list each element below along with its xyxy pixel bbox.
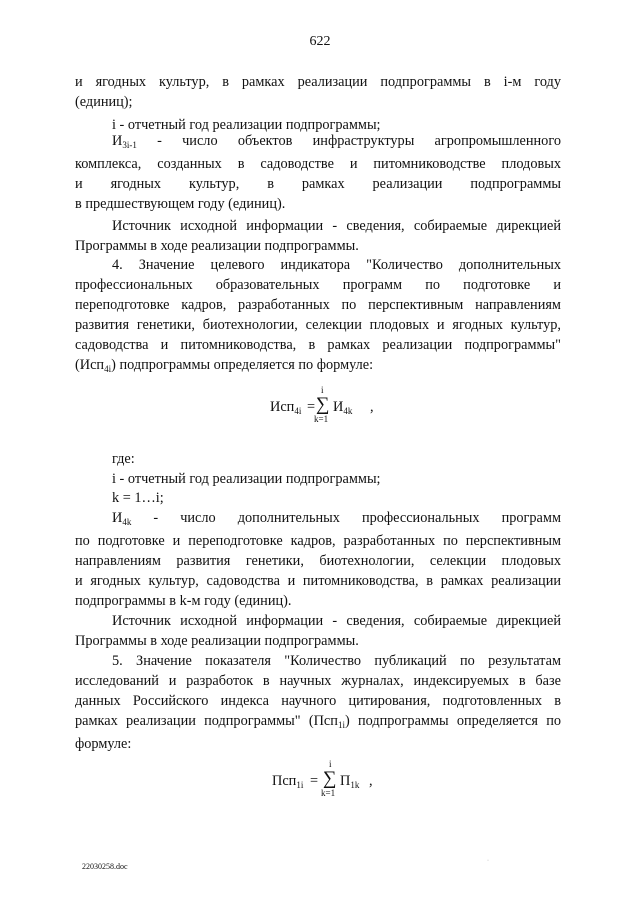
text-line: (единиц); [75,94,133,110]
text-line: садоводства и питомниководства, в рамках реализации подпрограммы" [75,337,561,353]
formula-1-term: $И_{4k}$ [333,399,353,416]
text-line: 4. Значение целевого индикатора "Количество дополнительных [112,257,561,273]
formula-1-sigma: ∑ [316,394,330,415]
text-line: Источник исходной информации - сведения, собираемые дирекцией [112,218,561,234]
text-line: подпрограммы в k-м году (единиц). [75,593,292,609]
formula-2-comma: , [369,773,373,789]
formula-1-lower-limit: k=1 [314,414,329,424]
text-line: где: [112,451,135,467]
footer-filename: 22030258.doc [82,862,128,871]
text-line: i - отчетный год реализации подпрограммы; [112,471,381,487]
text-line: профессиональных образовательных программ по подготовке и [75,277,561,293]
text-line: комплекса, созданных в садоводстве и питомниководстве плодовых [75,156,561,172]
text-line: Программы в ходе реализации подпрограммы. [75,633,359,649]
text-line: i - отчетный год реализации подпрограммы; [112,117,381,133]
text-line: $И_{4k}$ - число дополнительных профессиональных программ [112,510,561,527]
text-line: данных Российского индекса научного цитирования, подготовленных в [75,693,561,709]
formula-2-sigma: ∑ [323,768,337,789]
text-line: Программы в ходе реализации подпрограммы. [75,238,359,254]
text-line: и ягодных культур, садоводства и питомниководства, в рамках реализации [75,573,561,589]
text-line: и ягодных культур, в рамках реализации подпрограммы [75,176,561,192]
text-line: в предшествующем году (единиц). [75,196,286,212]
formula-2-upper-limit: i [329,759,332,769]
text-line: и ягодных культур, в рамках реализации подпрограммы в i-м году [75,74,561,90]
text-line: развития генетики, биотехнологии, селекции плодовых и ягодных культур, [75,317,561,333]
formula-2-equals: = [310,773,319,789]
text-line: по подготовке и переподготовке кадров, разработанных по перспективным [75,533,561,549]
formula-1-lhs: Исп$_{4i}$ [270,399,302,416]
formula-1-upper-limit: i [321,385,324,395]
text-line: Источник исходной информации - сведения, собираемые дирекцией [112,613,561,629]
formula-2-lhs: Псп$_{1i}$ [272,773,304,790]
text-line: $И_{3i-1}$ - число объектов инфраструктуры агропромышленного [112,133,561,150]
scan-speck: · [487,858,489,864]
text-line: формуле: [75,736,132,752]
page-number: 622 [309,34,331,49]
formula-1-comma: , [370,399,374,415]
text-line: переподготовке кадров, разработанных по перспективным направлениям [75,297,561,313]
text-line: k = 1…i; [112,490,164,506]
text-line: рамках реализации подпрограммы" (Псп$_{1i}$) подпрограммы определяется по [75,713,562,730]
formula-1-equals: = [307,399,316,415]
text-line: исследований и разработок в научных журналах, индексируемых в базе [75,673,561,689]
text-line: (Исп$_{4i}$) подпрограммы определяется по формуле: [75,357,374,374]
formula-2-term: $П_{1k}$ [340,773,360,790]
text-line: направлениям развития генетики, биотехнологии, селекции плодовых [75,553,561,569]
formula-2-lower-limit: k=1 [321,788,336,798]
text-line: 5. Значение показателя "Количество публикаций по результатам [112,653,561,669]
